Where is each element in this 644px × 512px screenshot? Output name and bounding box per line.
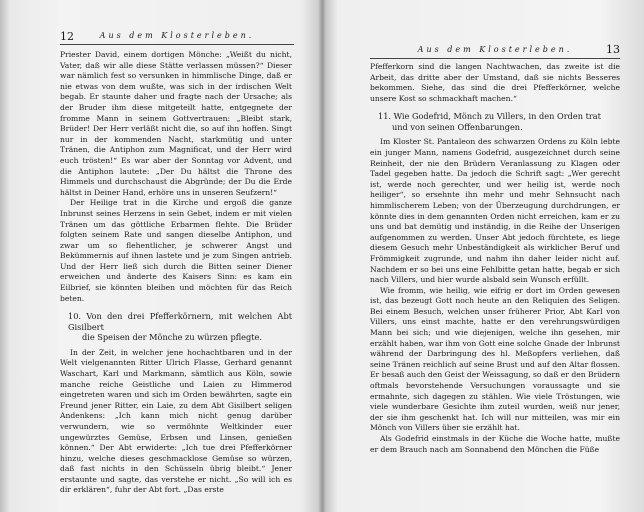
section-heading-11-line1: 11. Wie Godefrid, Mönch zu Villers, in den Orden trat (378, 111, 601, 122)
right-running-title: Aus dem Klosterleben. (417, 45, 573, 54)
left-paragraph-3: In der Zeit, in welcher jene hochachtbaren und in der Welt vielgenannten Ritter Ulrich Flasse, Gerhard genannt Waschart, Karl und Markmann, sämtlich aus Köln, sowie manche reiche Geistliche und Laien zu Himmerod eingetreten waren und sich im Orden bewährten, sagte ein Freund jener Ritter, ein Laie, zu dem Abt Gisilbert seligen Andenkens: „Ich kann mich nicht genug darüber verwundern, wie so vermöhnte Weltkinder euer ungewürztes Gemüse, Erbsen und Linsen, genießen können.“ Der Abt erwiderte: „Ich tue drei Pfefferkörner hinzu, welche dieses geschmacklose Gemüse so würzen, daß fast nichts in den Schüsseln übrig bleibt.“ Jener erstaunte und sagte, das verstehe er nicht. „So will ich es dir erklären“, fuhr der Abt fort. „Das erste (60, 347, 292, 495)
section-heading-10 (60, 311, 292, 343)
section-heading-11-line2: und von seinen Offenbarungen. (392, 121, 523, 132)
left-page-number: 12 (60, 30, 74, 43)
right-paragraph-1: Pfefferkorn sind die langen Nachtwachen, das zweite ist die Arbeit, das dritte aber der Umstand, daß sie nichts Besseres bekommen. Siehe, das sind die drei Pfefferkörner, welche unsere Kost so schmackhaft machen.“ (370, 62, 620, 103)
right-paragraph-3: Wie fromm, wie heilig, wie eifrig er dort im Orden gewesen ist, das bezeugt Gott noch heute an den Reliquien des Seligen. Bei einem Besuch, welchen unser früherer Prior, Abt Karl von Villers, uns einst machte, hatte er den verehrungswürdigen Mann bei sich; und wie diejenigen, welche ihn gesehen, mir erzählt haben, war ihm von Gott eine solche Gnade der Inbrunst während der Darbringung des hl. Meßopfers verliehen, daß seine Tränen reichlich auf seine Brust und auf den Altar flossen. Er besaß auch den Geist der Weissagung, so daß er den Brüdern oftmals bevorstehende Versuchungen voraussagte und sie ermahnte, sich dagegen zu stählen. Wie viele Tröstungen, wie viele wunderbare Gesichte ihm zuteil wurden, weiß nur jener, der sie ihm geschenkt hat. Ich will nur mitteilen, was mir ein Mönch von Villers über sie erzählt hat. (370, 285, 620, 433)
right-paragraph-4: Als Godefrid einstmals in der Küche die Woche hatte, mußte er dem Brauch nach am Sonnabend den Mönchen die Füße (370, 434, 620, 454)
right-running-head (370, 44, 620, 59)
section-heading-10-line1: 10. Von den drei Pfefferkörnern, mit welchen Abt Gisilbert (68, 311, 292, 332)
left-running-title: Aus dem Klosterleben. (99, 31, 255, 40)
right-page (332, 0, 638, 512)
section-heading-10-line2: die Speisen der Mönche zu würzen pflegte. (82, 332, 262, 343)
left-running-head (60, 30, 294, 45)
left-page-text (60, 50, 292, 496)
right-paragraph-2: Im Kloster St. Pantaleon des schwarzen Ordens zu Köln lebte ein junger Mann, namens Godefrid, ausgezeichnet durch seine Reinheit, der nie den Brüdern Veranlassung zu Klagen oder Tadel gegeben hatte. Da jedoch die Schrift sagt: „Wer gerecht ist, werde noch gerechter, und wer heilig ist, werde noch heiliger“, so ersehnte ihn mehr und mehr Sehnsucht nach himmlischerem Leben; von der Überzeugung durchdrungen, er könnte dies in dem genannten Orden nicht erreichen, kam er zu uns und bat demütig und inständig, in die Reihe der Unserigen aufgenommen zu werden. Unser Abt jedoch fürchtete, es liege diesem Gesuch mehr Unbeständigkeit als wirklicher Beruf und Frömmigkeit zugrunde, und nahm ihn daher leider nicht auf. Nachdem er so bei uns eine Fehlbitte getan hatte, begab er sich nach Villers, und hier wurde alsbald sein Wunsch erfüllt. (370, 137, 620, 285)
left-paragraph-1: Priester David, einem dortigen Mönche: „Weißt du nicht, Vater, daß wir alle diese Stätte verlassen müssen?“ Dieser war nämlich fest so versunken in himmlische Dinge, daß er nie etwas von dem wußte, was sich in der irdischen Welt begab. Er staunte daher und fragte nach der Ursache; als der Bruder ihm diese mitgeteilt hatte, entgegnete der fromme Mann in seinem Gottvertrauen: „Bleibt stark, Brüder! Der Herr verläßt nicht die, so auf ihn hoffen. Singt nur in der kommenden Nacht, starkmütig und unter Tränen, die Antiphon zum Magnificat, und der Herr wird euch trösten!“ Es war aber der Sonntag vor Advent, und die Antiphon lautete: „Der Du hältst die Throne des Himmels und durchschaust die Abgründe; der Du die Erde hältst in Deiner Hand, erhöre uns in unseren Seufzern!“ (60, 50, 292, 197)
right-page-number: 13 (606, 43, 620, 56)
left-page (8, 0, 314, 512)
book-gutter (318, 0, 326, 512)
left-paragraph-2: Der Heilige trat in die Kirche und ergoß die ganze Inbrunst seines Herzens in sein Gebet, indem er mit vielen Tränen um das göttliche Erbarmen flehte. Die Brüder folgten seinem Rate und sangen dieselbe Antiphon, und zwar um so flehentlicher, je schwerer Angst und Bekümmernis auf ihnen lastete und je zum Singen antrieb. Und der Herr ließ sich durch die Bitten seiner Diener erweichen und änderte des Kaisers Sinn: es kam ein Eilbrief, sie könnten bleiben und möchten für das Reich beten. (60, 198, 292, 303)
section-heading-11 (370, 111, 620, 132)
right-page-text (370, 62, 620, 455)
